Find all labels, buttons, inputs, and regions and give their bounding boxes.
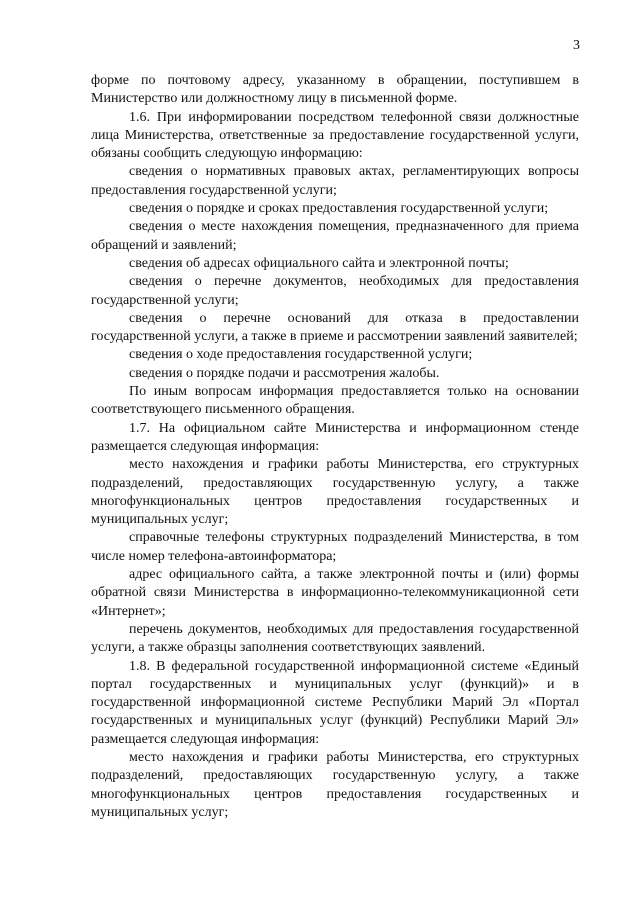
document-body (91, 72, 579, 822)
list-item: место нахождения и графики работы Министерства, его структурных подразделений, предоставляющих государственную услугу, а также многофункциональных центров предоставления государственных и муниципальных услуг; (91, 749, 579, 820)
list-item: сведения о перечне документов, необходимых для предоставления государственной услуги; (91, 274, 579, 308)
list-item: сведения о месте нахождения помещения, предназначенного для приема обращений и заявлений; (91, 219, 579, 253)
list-item: сведения о нормативных правовых актах, регламентирующих вопросы предоставления государственной услуги; (91, 164, 579, 198)
list-item: справочные телефоны структурных подразделений Министерства, в том числе номер телефона-автоинформатора; (91, 530, 579, 564)
paragraph-1-6-intro: 1.6. При информировании посредством телефонной связи должностные лица Министерства, ответственные за предоставление государственной услуги, обязаны сообщить следующую информацию: (91, 109, 579, 162)
list-item: сведения о порядке подачи и рассмотрения жалобы. (129, 365, 440, 381)
list-item: сведения о перечне оснований для отказа в предоставлении государственной услуги, а также в приеме и рассмотрении заявлений заявителей; (91, 310, 579, 345)
page-number: 3 (573, 38, 580, 53)
list-item: место нахождения и графики работы Министерства, его структурных подразделений, предоставляющих государственную услугу, а также многофункциональных центров предоставления государственных и муниципальных услуг; (91, 457, 579, 528)
paragraph-other-questions: По иным вопросам информация предоставляется только на основании соответствующего письменного обращения. (91, 384, 579, 418)
list-item: сведения о порядке и сроках предоставления государственной услуги; (129, 201, 549, 217)
paragraph-1-7-intro: 1.7. На официальном сайте Министерства и информационном стенде размещается следующая информация: (91, 420, 579, 454)
list-item: перечень документов, необходимых для предоставления государственной услуги, а также образцы заполнения соответствующих заявлений. (91, 621, 579, 656)
list-item: сведения об адресах официального сайта и электронной почты; (129, 255, 509, 271)
paragraph-continuation: форме по почтовому адресу, указанному в обращении, поступившем в Министерство или должностному лицу в письменной форме. (91, 73, 579, 107)
list-item: адрес официального сайта, а также электронной почты и (или) формы обратной связи Министерства в информационно-телекоммуникационной сети «Интернет»; (91, 567, 579, 619)
list-item: сведения о ходе предоставления государственной услуги; (129, 347, 473, 363)
paragraph-1-8-intro: 1.8. В федеральной государственной информационной системе «Единый портал государственных и муниципальных услуг (функций)» и в государственной информационной системе Республики Марий Эл «Портал государственных и муниципальных услуг (функций) Республики Марий Эл» размещается следующая информация: (91, 658, 579, 747)
